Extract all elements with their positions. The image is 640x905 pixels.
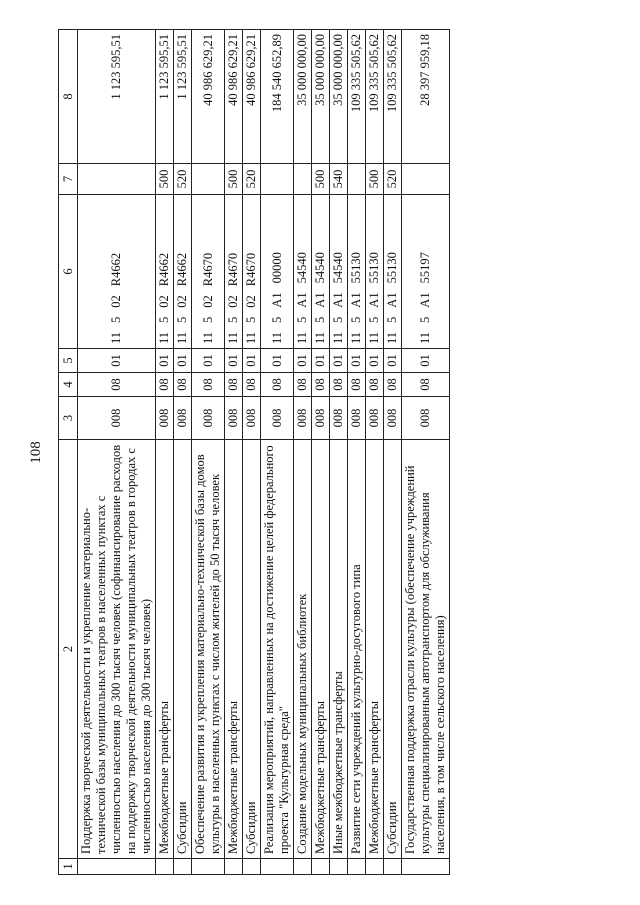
row-name-cell: Иные межбюджетные трансферты: [330, 440, 348, 859]
target-article-part: R4662: [157, 252, 171, 287]
row-expense-type-cell: [192, 164, 225, 195]
row-sum-cell: 1 123 595,51: [156, 30, 174, 164]
budget-table: [58, 29, 450, 875]
row-expense-type-cell: 520: [174, 164, 192, 195]
row-sum-cell: 40 986 629,21: [192, 30, 225, 164]
row-expense-type-cell: 520: [243, 164, 261, 195]
target-article-part: 5: [200, 316, 215, 323]
row-sum-cell: 1 123 595,51: [174, 30, 192, 164]
target-article-part: 11: [349, 331, 363, 344]
table-row: [261, 30, 294, 875]
row-grbs-cell: 008: [78, 397, 156, 440]
row-grbs-cell: 008: [243, 397, 261, 440]
target-article-part: R4670: [226, 252, 240, 287]
row-expense-type-cell: 520: [384, 164, 402, 195]
row-pr-cell: 01: [243, 349, 261, 373]
target-article-part: 11: [313, 331, 327, 344]
table-row: [312, 30, 330, 875]
table-row: [174, 30, 192, 875]
row-rz-cell: 08: [294, 373, 312, 397]
row-col-1-cell: [402, 859, 450, 875]
table-body: [78, 30, 450, 875]
row-pr-cell: 01: [384, 349, 402, 373]
page-number: 108: [28, 441, 44, 464]
target-article-part: 02: [109, 295, 123, 308]
target-article-part: 11: [331, 331, 345, 344]
row-rz-cell: 08: [156, 373, 174, 397]
row-name-cell: Поддержка творческой деятельности и укрепление материально-технической базы муниципальных театров в населенных пунктах с численностью населения до 300 тысяч человек (софинансирование расходов на поддержку творческой деятельности муниципальных театров в городах с численностью населения до 300 тысяч человек): [78, 440, 156, 859]
row-col-1-cell: [312, 859, 330, 875]
row-rz-cell: 08: [78, 373, 156, 397]
row-sum-cell: 109 335 505,62: [366, 30, 384, 164]
row-target-article-cell: [192, 195, 225, 349]
row-rz-cell: 08: [174, 373, 192, 397]
row-name-cell: Межбюджетные трансферты: [366, 440, 384, 859]
row-pr-cell: 01: [402, 349, 450, 373]
row-col-1-cell: [174, 859, 192, 875]
row-pr-cell: 01: [174, 349, 192, 373]
row-name-cell: Развитие сети учреждений культурно-досугового типа: [348, 440, 366, 859]
row-grbs-cell: 008: [348, 397, 366, 440]
row-grbs-cell: 008: [261, 397, 294, 440]
header-cell: 4: [59, 373, 78, 397]
row-target-article-cell: [384, 195, 402, 349]
target-article-part: 5: [313, 316, 327, 323]
row-expense-type-cell: 500: [156, 164, 174, 195]
row-expense-type-cell: 500: [366, 164, 384, 195]
target-article-part: 5: [295, 316, 309, 323]
target-article-part: 02: [157, 295, 171, 308]
row-sum-cell: 35 000 000,00: [330, 30, 348, 164]
row-target-article-cell: [78, 195, 156, 349]
row-col-1-cell: [78, 859, 156, 875]
row-pr-cell: 01: [225, 349, 243, 373]
row-pr-cell: 01: [156, 349, 174, 373]
target-article-part: A1: [313, 292, 327, 308]
row-name-cell: Государственная поддержка отрасли культуры (обеспечение учреждений культуры специализированным автотранспортом для обслуживания населения, в том числе сельского населения): [402, 440, 450, 859]
row-sum-cell: 28 397 959,18: [402, 30, 450, 164]
row-rz-cell: 08: [261, 373, 294, 397]
row-sum-cell: 109 335 505,62: [348, 30, 366, 164]
header-cell: 7: [59, 164, 78, 195]
target-article-part: R4670: [200, 252, 215, 287]
row-col-1-cell: [243, 859, 261, 875]
row-col-1-cell: [294, 859, 312, 875]
row-target-article-cell: [312, 195, 330, 349]
target-article-part: 11: [367, 331, 381, 344]
target-article-part: 02: [175, 295, 189, 308]
target-article-part: 02: [200, 295, 215, 308]
table-row: [192, 30, 225, 875]
target-article-part: 55130: [367, 252, 381, 284]
target-article-part: 5: [157, 316, 171, 323]
row-target-article-cell: [348, 195, 366, 349]
row-rz-cell: 08: [192, 373, 225, 397]
row-rz-cell: 08: [243, 373, 261, 397]
target-article-part: 11: [295, 331, 309, 344]
target-article-part: 5: [226, 316, 240, 323]
table-row: [348, 30, 366, 875]
row-sum-cell: 1 123 595,51: [78, 30, 156, 164]
target-article-part: A1: [418, 292, 432, 308]
row-expense-type-cell: [402, 164, 450, 195]
row-rz-cell: 08: [312, 373, 330, 397]
target-article-part: 5: [367, 316, 381, 323]
row-name-cell: Субсидии: [384, 440, 402, 859]
row-target-article-cell: [402, 195, 450, 349]
target-article-part: A1: [331, 292, 345, 308]
row-grbs-cell: 008: [174, 397, 192, 440]
table-row: [243, 30, 261, 875]
row-rz-cell: 08: [384, 373, 402, 397]
row-expense-type-cell: [294, 164, 312, 195]
row-sum-cell: 184 540 652,89: [261, 30, 294, 164]
target-article-part: 11: [109, 331, 123, 344]
target-article-part: 5: [349, 316, 363, 323]
row-col-1-cell: [192, 859, 225, 875]
target-article-part: 11: [226, 331, 240, 344]
row-name-cell: Создание модельных муниципальных библиотек: [294, 440, 312, 859]
row-expense-type-cell: 500: [312, 164, 330, 195]
target-article-part: 5: [175, 316, 189, 323]
target-article-part: 55130: [385, 252, 399, 284]
table-row: [225, 30, 243, 875]
target-article-part: R4670: [244, 252, 258, 287]
target-article-part: A1: [269, 292, 284, 308]
row-target-article-cell: [156, 195, 174, 349]
row-sum-cell: 35 000 000,00: [312, 30, 330, 164]
row-col-1-cell: [261, 859, 294, 875]
row-expense-type-cell: [261, 164, 294, 195]
target-article-part: 5: [244, 316, 258, 323]
header-cell: 2: [59, 440, 78, 859]
row-grbs-cell: 008: [384, 397, 402, 440]
target-article-part: 11: [157, 331, 171, 344]
target-article-part: 11: [269, 331, 284, 344]
row-col-1-cell: [330, 859, 348, 875]
target-article-part: 11: [385, 331, 399, 344]
target-article-part: A1: [295, 292, 309, 308]
row-grbs-cell: 008: [312, 397, 330, 440]
row-pr-cell: 01: [312, 349, 330, 373]
target-article-part: 5: [418, 316, 432, 323]
row-grbs-cell: 008: [156, 397, 174, 440]
table-row: [366, 30, 384, 875]
target-article-part: 11: [175, 331, 189, 344]
row-target-article-cell: [261, 195, 294, 349]
table-header-row: [59, 30, 78, 875]
row-col-1-cell: [156, 859, 174, 875]
target-article-part: 5: [331, 316, 345, 323]
table-row: [78, 30, 156, 875]
target-article-part: 54540: [313, 252, 327, 284]
row-sum-cell: 40 986 629,21: [243, 30, 261, 164]
target-article-part: A1: [367, 292, 381, 308]
row-target-article-cell: [294, 195, 312, 349]
target-article-part: 11: [244, 331, 258, 344]
target-article-part: 5: [109, 316, 123, 323]
target-article-part: 5: [269, 316, 284, 323]
row-name-cell: Межбюджетные трансферты: [225, 440, 243, 859]
table-row: [384, 30, 402, 875]
row-col-1-cell: [348, 859, 366, 875]
row-name-cell: Субсидии: [174, 440, 192, 859]
target-article-part: 55197: [418, 252, 432, 284]
row-rz-cell: 08: [366, 373, 384, 397]
row-pr-cell: 01: [192, 349, 225, 373]
target-article-part: 55130: [349, 252, 363, 284]
target-article-part: 02: [226, 295, 240, 308]
row-name-cell: Обеспечение развития и укрепления материально-технической базы домов культуры в населенных пунктах с числом жителей до 50 тысяч человек: [192, 440, 225, 859]
row-expense-type-cell: [348, 164, 366, 195]
row-rz-cell: 08: [348, 373, 366, 397]
table-row: [330, 30, 348, 875]
row-name-cell: Межбюджетные трансферты: [156, 440, 174, 859]
target-article-part: 11: [200, 331, 215, 344]
row-grbs-cell: 008: [330, 397, 348, 440]
row-grbs-cell: 008: [294, 397, 312, 440]
row-grbs-cell: 008: [225, 397, 243, 440]
header-cell: 1: [59, 859, 78, 875]
target-article-part: R4662: [109, 252, 123, 287]
header-cell: 3: [59, 397, 78, 440]
header-cell: 8: [59, 30, 78, 164]
target-article-part: A1: [349, 292, 363, 308]
row-pr-cell: 01: [348, 349, 366, 373]
row-name-cell: Субсидии: [243, 440, 261, 859]
row-sum-cell: 109 335 505,62: [384, 30, 402, 164]
row-name-cell: Межбюджетные трансферты: [312, 440, 330, 859]
table-row: [402, 30, 450, 875]
row-pr-cell: 01: [261, 349, 294, 373]
row-col-1-cell: [225, 859, 243, 875]
row-target-article-cell: [366, 195, 384, 349]
target-article-part: A1: [385, 292, 399, 308]
target-article-part: 5: [385, 316, 399, 323]
target-article-part: 11: [418, 331, 432, 344]
target-article-part: 00000: [269, 252, 284, 284]
header-cell: 5: [59, 349, 78, 373]
target-article-part: 54540: [295, 252, 309, 284]
row-expense-type-cell: 500: [225, 164, 243, 195]
row-expense-type-cell: [78, 164, 156, 195]
row-rz-cell: 08: [330, 373, 348, 397]
row-target-article-cell: [174, 195, 192, 349]
row-sum-cell: 35 000 000,00: [294, 30, 312, 164]
row-col-1-cell: [384, 859, 402, 875]
row-pr-cell: 01: [294, 349, 312, 373]
table-row: [156, 30, 174, 875]
row-pr-cell: 01: [366, 349, 384, 373]
table-row: [294, 30, 312, 875]
row-rz-cell: 08: [402, 373, 450, 397]
row-pr-cell: 01: [78, 349, 156, 373]
target-article-part: R4662: [175, 252, 189, 287]
row-target-article-cell: [330, 195, 348, 349]
row-pr-cell: 01: [330, 349, 348, 373]
target-article-part: 02: [244, 295, 258, 308]
row-grbs-cell: 008: [402, 397, 450, 440]
row-target-article-cell: [243, 195, 261, 349]
header-cell: 6: [59, 195, 78, 349]
row-grbs-cell: 008: [366, 397, 384, 440]
row-expense-type-cell: 540: [330, 164, 348, 195]
row-grbs-cell: 008: [192, 397, 225, 440]
target-article-part: 54540: [331, 252, 345, 284]
row-sum-cell: 40 986 629,21: [225, 30, 243, 164]
row-rz-cell: 08: [225, 373, 243, 397]
row-target-article-cell: [225, 195, 243, 349]
row-name-cell: Реализация мероприятий, направленных на достижение целей федерального проекта "Культурная среда": [261, 440, 294, 859]
row-col-1-cell: [366, 859, 384, 875]
